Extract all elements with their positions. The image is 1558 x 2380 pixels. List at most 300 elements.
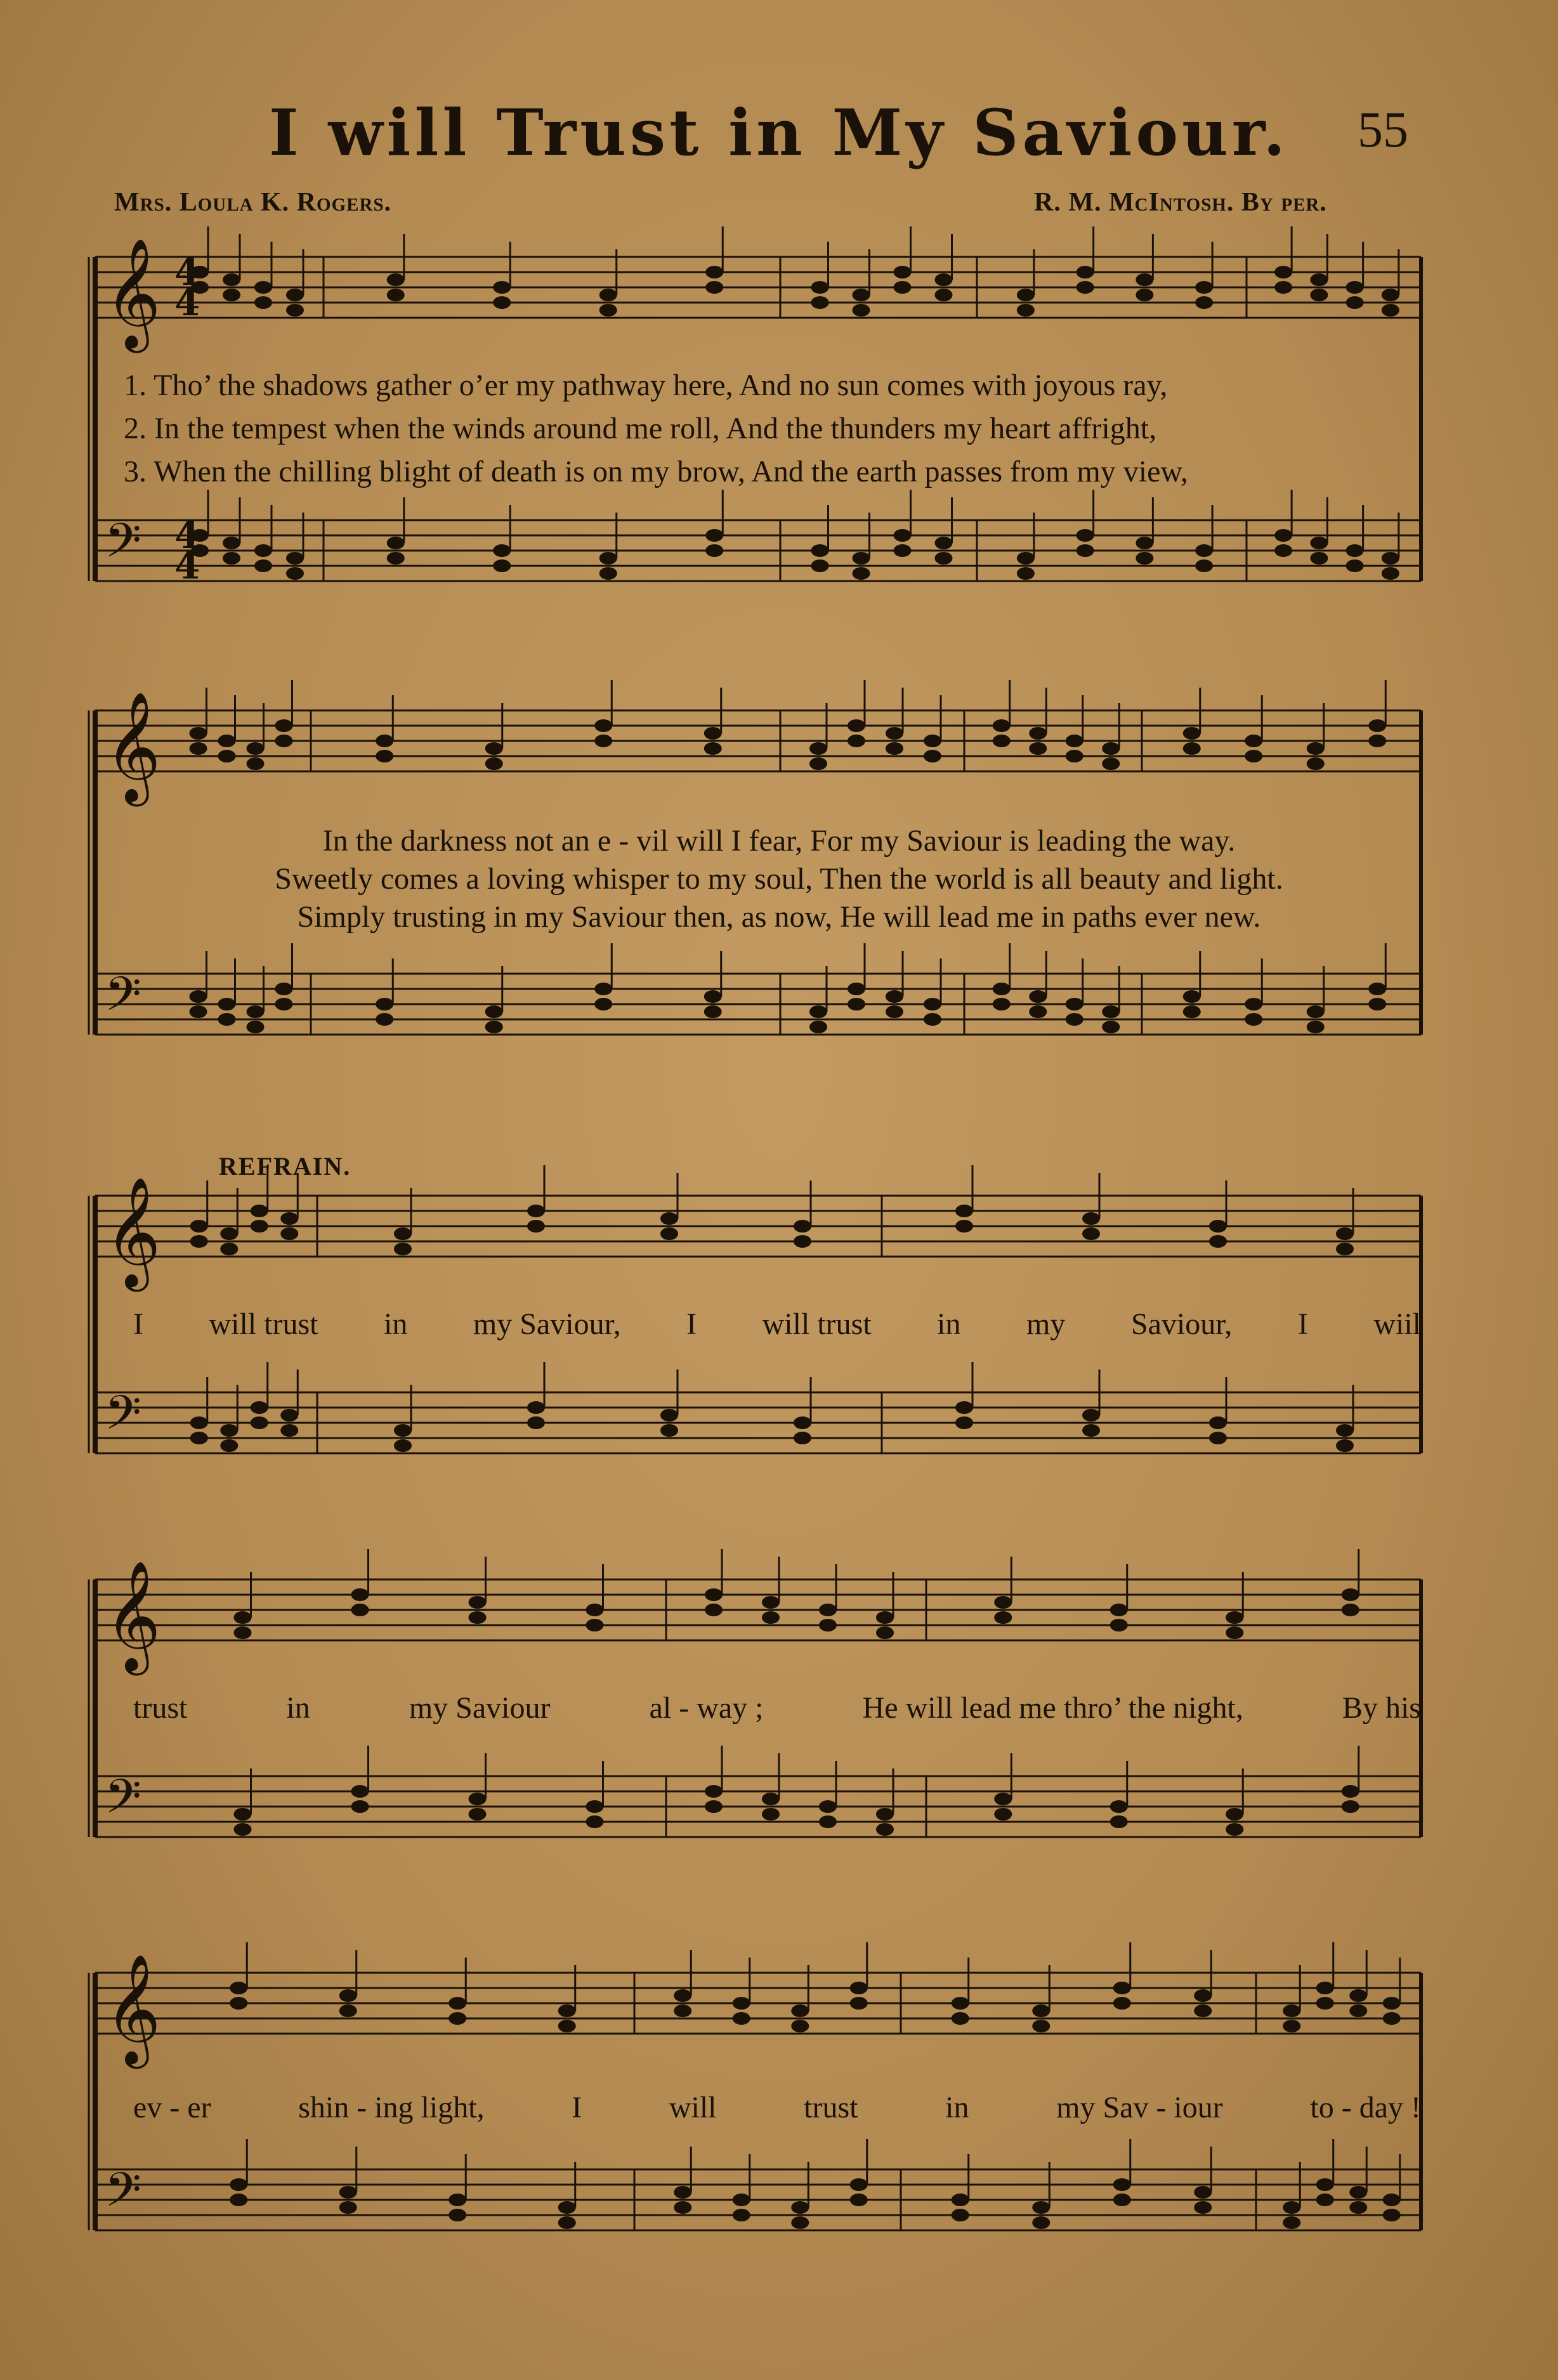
refrain-word: I [686, 1307, 697, 1341]
note-head [220, 1439, 238, 1452]
note-head [1383, 1997, 1401, 2010]
note-head [850, 2194, 868, 2206]
verse-1-line-2: In the darkness not an e - vil will I fear, For my Saviour is leading the way. [322, 824, 1236, 858]
hymn-title: I will Trust in My Saviour. [268, 95, 1290, 170]
note-head [809, 742, 827, 755]
note-head [469, 1596, 487, 1609]
note-head [286, 552, 304, 565]
note-head [254, 559, 272, 572]
note-head [254, 281, 272, 294]
note-head [1382, 552, 1399, 565]
note-head [1245, 998, 1262, 1010]
note-head [469, 1808, 487, 1821]
note-head [558, 2201, 576, 2214]
note-head [469, 1611, 487, 1624]
refrain-word: my Saviour [409, 1691, 551, 1725]
note-head [1310, 552, 1328, 565]
note-head [1226, 1823, 1243, 1836]
note-head [1226, 1611, 1243, 1624]
note-head [924, 750, 941, 762]
note-head [993, 719, 1011, 732]
verse-2-line-2: Sweetly comes a loving whisper to my soul, Then the world is all beauty and light. [275, 862, 1283, 896]
note-head [955, 1205, 973, 1217]
refrain-word: By his [1342, 1691, 1421, 1725]
treble-clef: 𝄞 [105, 238, 161, 348]
note-head [1346, 544, 1364, 557]
note-head [1274, 544, 1292, 557]
note-head [376, 750, 393, 762]
note-head [1110, 1619, 1128, 1631]
note-head [704, 727, 722, 740]
note-head [994, 1596, 1012, 1609]
note-head [1382, 304, 1399, 317]
note-head [469, 1793, 487, 1805]
refrain-word: in [286, 1691, 310, 1725]
bass-clef: 𝄢 [105, 2162, 141, 2229]
note-head [448, 1997, 466, 2010]
note-head [220, 1227, 238, 1240]
note-head [247, 1021, 265, 1033]
note-head [674, 2186, 691, 2199]
note-head [809, 757, 827, 770]
note-head [1245, 735, 1262, 747]
note-head [733, 2012, 750, 2025]
note-head [791, 2004, 809, 2017]
note-head [1310, 273, 1328, 286]
note-head [1368, 735, 1386, 747]
note-head [1183, 727, 1201, 740]
note-head [794, 1220, 811, 1232]
note-head [762, 1793, 780, 1805]
note-head [1383, 2012, 1401, 2025]
note-head [1136, 537, 1153, 549]
note-head [1383, 2194, 1401, 2206]
note-head [876, 1808, 894, 1821]
note-head [234, 1823, 252, 1836]
note-head [1382, 289, 1399, 301]
note-head [1082, 1424, 1100, 1437]
note-head [1136, 552, 1153, 565]
time-signature-digit: 4 [174, 544, 200, 587]
note-head [1194, 2004, 1212, 2017]
note-head [1245, 750, 1262, 762]
refrain-word: in [937, 1307, 961, 1341]
note-head [190, 742, 207, 755]
lyricist-credit: Mrs. Loula K. Rogers. [114, 188, 392, 217]
note-head [280, 1409, 298, 1422]
note-head [1307, 1005, 1325, 1018]
refrain-line-2 [133, 1690, 1421, 1725]
note-head [190, 727, 207, 740]
note-head [791, 2020, 809, 2032]
note-head [218, 735, 236, 747]
note-head [660, 1409, 678, 1422]
note-head [1017, 304, 1035, 317]
note-head [1316, 1982, 1334, 1994]
note-head [190, 1432, 208, 1444]
note-head [952, 2012, 969, 2025]
note-head [853, 552, 870, 565]
verse-1-line-1: 1. Tho’ the shadows gather o’er my pathway here, And no sun comes with joyous ray, [124, 369, 1168, 402]
note-head [251, 1401, 268, 1414]
refrain-word: will [669, 2091, 717, 2124]
note-head [1283, 2004, 1300, 2017]
note-head [762, 1611, 780, 1624]
note-head [1274, 529, 1292, 542]
page-number: 55 [1358, 102, 1408, 158]
note-head [1102, 1005, 1120, 1018]
note-head [586, 1815, 604, 1828]
note-head [794, 1416, 811, 1429]
note-head [1316, 2178, 1334, 2191]
note-head [705, 544, 723, 557]
verse-2-line-1: 2. In the tempest when the winds around me roll, And the thunders my heart affright, [124, 412, 1157, 445]
refrain-word: in [945, 2091, 969, 2124]
note-head [1346, 559, 1364, 572]
note-head [705, 529, 723, 542]
note-head [1029, 990, 1047, 1003]
note-head [1226, 1808, 1243, 1821]
time-signature-digit: 4 [174, 514, 200, 557]
note-head [1136, 289, 1153, 301]
note-head [935, 273, 953, 286]
note-head [280, 1212, 298, 1225]
note-head [876, 1626, 894, 1639]
note-head [220, 1243, 238, 1255]
note-head [599, 552, 617, 565]
note-head [1382, 567, 1399, 580]
refrain-word: al - way ; [649, 1691, 764, 1725]
note-head [705, 1588, 723, 1601]
refrain-line-3 [133, 2090, 1421, 2125]
note-head [1195, 281, 1213, 294]
note-head [394, 1424, 412, 1437]
refrain-word: my [1026, 1307, 1066, 1341]
note-head [594, 719, 612, 732]
note-head [1307, 1021, 1325, 1033]
note-head [275, 719, 293, 732]
note-head [1017, 567, 1035, 580]
note-head [1209, 1220, 1227, 1232]
note-head [190, 1005, 207, 1018]
note-head [286, 567, 304, 580]
note-head [1017, 289, 1035, 301]
verse-3-line-2: Simply trusting in my Saviour then, as now, He will lead me in paths ever new. [297, 900, 1261, 934]
note-head [1032, 2020, 1050, 2032]
note-head [376, 1013, 393, 1026]
note-head [387, 552, 405, 565]
note-head [955, 1401, 973, 1414]
note-head [251, 1205, 268, 1217]
note-head [218, 1013, 236, 1026]
note-head [190, 1235, 208, 1248]
note-head [1316, 2194, 1334, 2206]
refrain-word: to - day ! [1310, 2091, 1421, 2124]
note-head [1274, 281, 1292, 294]
note-head [704, 742, 722, 755]
note-head [1336, 1424, 1354, 1437]
note-head [527, 1401, 545, 1414]
note-head [527, 1416, 545, 1429]
note-head [493, 544, 511, 557]
note-head [876, 1823, 894, 1836]
note-head [558, 2020, 576, 2032]
note-head [1077, 529, 1094, 542]
note-head [993, 983, 1011, 995]
note-head [351, 1800, 369, 1813]
note-head [811, 544, 829, 557]
note-head [1368, 998, 1386, 1010]
note-head [485, 1021, 503, 1033]
time-signature-digit: 4 [174, 251, 200, 294]
treble-clef: 𝄞 [105, 691, 161, 802]
note-head [275, 735, 293, 747]
refrain-word: my Saviour, [473, 1307, 621, 1341]
note-head [223, 552, 240, 565]
treble-clef: 𝄞 [105, 1954, 161, 2064]
note-head [704, 1005, 722, 1018]
note-head [275, 983, 293, 995]
note-head [762, 1808, 780, 1821]
note-head [733, 1997, 750, 2010]
note-head [660, 1212, 678, 1225]
note-head [1082, 1227, 1100, 1240]
note-head [1209, 1416, 1227, 1429]
note-head [674, 2004, 691, 2017]
note-head [1209, 1235, 1227, 1248]
note-head [1283, 2201, 1300, 2214]
note-head [1066, 1013, 1083, 1026]
note-head [894, 529, 912, 542]
note-head [1274, 266, 1292, 278]
note-head [848, 735, 865, 747]
refrain-word: trust [133, 1691, 188, 1725]
note-head [1336, 1243, 1354, 1255]
note-head [275, 998, 293, 1010]
note-head [794, 1235, 811, 1248]
note-head [1349, 1989, 1367, 2002]
note-head [886, 727, 903, 740]
note-head [994, 1808, 1012, 1821]
note-head [853, 289, 870, 301]
bass-clef: 𝄢 [105, 513, 141, 580]
note-head [811, 296, 829, 309]
note-head [924, 1013, 941, 1026]
refrain-word: Saviour, [1130, 1307, 1233, 1341]
note-head [819, 1800, 837, 1813]
note-head [558, 2004, 576, 2017]
note-head [1113, 2178, 1131, 2191]
refrain-word: shin - ing light, [298, 2091, 485, 2124]
refrain-word: wiil [1373, 1307, 1421, 1341]
note-head [1183, 742, 1201, 755]
note-head [223, 273, 240, 286]
note-head [1346, 296, 1364, 309]
note-head [286, 289, 304, 301]
note-head [1368, 983, 1386, 995]
note-head [1342, 1588, 1359, 1601]
note-head [1195, 544, 1213, 557]
note-head [190, 1416, 208, 1429]
note-head [387, 289, 405, 301]
note-head [894, 266, 912, 278]
note-head [1077, 281, 1094, 294]
note-head [485, 1005, 503, 1018]
note-head [220, 1424, 238, 1437]
note-head [1307, 757, 1325, 770]
note-head [1113, 2194, 1131, 2206]
note-head [848, 719, 865, 732]
note-head [705, 1604, 723, 1616]
note-head [1195, 296, 1213, 309]
note-head [493, 296, 511, 309]
note-head [994, 1611, 1012, 1624]
note-head [1383, 2209, 1401, 2221]
note-head [705, 1785, 723, 1798]
note-head [1066, 735, 1083, 747]
note-head [1342, 1800, 1359, 1813]
note-head [955, 1220, 973, 1232]
note-head [809, 1005, 827, 1018]
note-head [1349, 2004, 1367, 2017]
note-head [1110, 1604, 1128, 1616]
note-head [1029, 742, 1047, 755]
note-head [1336, 1227, 1354, 1240]
note-head [848, 983, 865, 995]
note-head [1245, 1013, 1262, 1026]
note-head [376, 735, 393, 747]
refrain-word: I [1297, 1307, 1308, 1341]
note-head [493, 281, 511, 294]
note-head [1194, 2201, 1212, 2214]
note-head [339, 2004, 357, 2017]
note-head [762, 1596, 780, 1609]
note-head [1032, 2201, 1050, 2214]
note-head [190, 1220, 208, 1232]
note-head [894, 544, 912, 557]
refrain-line-1 [133, 1307, 1421, 1342]
note-head [223, 289, 240, 301]
note-head [1342, 1785, 1359, 1798]
note-head [811, 281, 829, 294]
note-head [594, 998, 612, 1010]
refrain-word: my Sav - iour [1056, 2091, 1223, 2124]
note-head [660, 1227, 678, 1240]
note-head [1183, 990, 1201, 1003]
note-head [794, 1432, 811, 1444]
bass-clef: 𝄢 [105, 1385, 141, 1452]
note-head [704, 990, 722, 1003]
note-head [791, 2216, 809, 2229]
note-head [218, 998, 236, 1010]
note-head [1209, 1432, 1227, 1444]
note-head [791, 2201, 809, 2214]
treble-clef: 𝄞 [105, 1560, 161, 1671]
note-head [1032, 2004, 1050, 2017]
note-head [594, 983, 612, 995]
refrain-word: I [572, 2091, 582, 2124]
note-head [234, 1611, 252, 1624]
note-head [1283, 2216, 1300, 2229]
note-head [1102, 1021, 1120, 1033]
bass-clef: 𝄢 [105, 1769, 141, 1836]
note-head [1226, 1626, 1243, 1639]
note-head [876, 1611, 894, 1624]
note-head [1102, 757, 1120, 770]
refrain-word: will trust [762, 1307, 872, 1341]
note-head [339, 2186, 357, 2199]
note-head [1113, 1982, 1131, 1994]
note-head [993, 998, 1011, 1010]
note-head [1194, 1989, 1212, 2002]
note-head [339, 1989, 357, 2002]
note-head [251, 1220, 268, 1232]
note-head [853, 304, 870, 317]
time-signature-digit: 4 [174, 281, 200, 324]
note-head [850, 1997, 868, 2010]
note-head [448, 2209, 466, 2221]
refrain-word: will trust [209, 1307, 318, 1341]
note-head [218, 750, 236, 762]
note-head [1307, 742, 1325, 755]
note-head [234, 1808, 252, 1821]
note-head [809, 1021, 827, 1033]
note-head [599, 304, 617, 317]
refrain-word: trust [804, 2091, 858, 2124]
note-head [1346, 281, 1364, 294]
note-head [1082, 1409, 1100, 1422]
note-head [886, 990, 903, 1003]
note-head [1032, 2216, 1050, 2229]
note-head [351, 1588, 369, 1601]
note-head [924, 998, 941, 1010]
note-head [387, 273, 405, 286]
note-head [485, 742, 503, 755]
note-head [339, 2201, 357, 2214]
note-head [886, 742, 903, 755]
note-head [1082, 1212, 1100, 1225]
note-head [230, 2178, 247, 2191]
note-head [387, 537, 405, 549]
note-head [848, 998, 865, 1010]
note-head [254, 296, 272, 309]
note-head [599, 567, 617, 580]
note-head [733, 2209, 750, 2221]
note-head [705, 266, 723, 278]
note-head [376, 998, 393, 1010]
note-head [1029, 1005, 1047, 1018]
note-head [586, 1800, 604, 1813]
note-head [448, 2012, 466, 2025]
note-head [394, 1439, 412, 1452]
note-head [886, 1005, 903, 1018]
note-head [993, 735, 1011, 747]
note-head [819, 1604, 837, 1616]
note-head [1066, 998, 1083, 1010]
note-head [594, 735, 612, 747]
note-head [853, 567, 870, 580]
note-head [1310, 289, 1328, 301]
note-head [952, 2209, 969, 2221]
note-head [955, 1416, 973, 1429]
note-head [251, 1416, 268, 1429]
note-head [1283, 2020, 1300, 2032]
note-head [674, 2201, 691, 2214]
note-head [394, 1243, 412, 1255]
note-head [674, 1989, 691, 2002]
note-head [1194, 2186, 1212, 2199]
note-head [935, 289, 953, 301]
